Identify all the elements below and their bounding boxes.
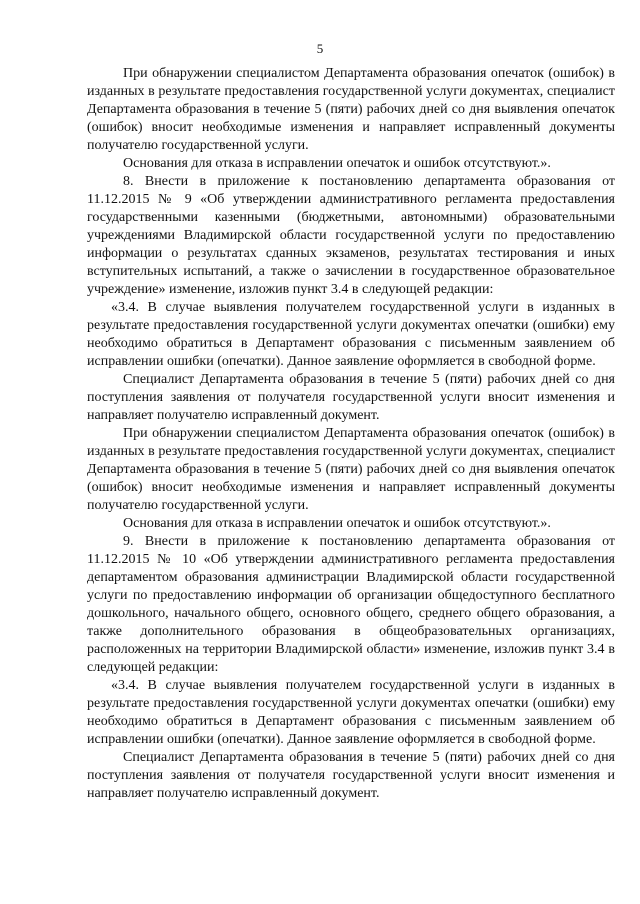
paragraph-typo-detection: При обнаружении специалистом Департамента образования опечаток (ошибок) в изданных в результате предоставления государственной услуги документах, специалист Департамента образования в течение 5 (пяти) рабочих дней со дня выявления опечаток (ошибок) вносит необходимые изменения и направляет исправленный документы получателю государственной услуги. xyxy=(87,426,615,513)
page-number: 5 xyxy=(316,41,324,56)
paragraph-typo-detection: При обнаружении специалистом Департамента образования опечаток (ошибок) в изданных в результате предоставления государственной услуги документах, специалист Департамента образования в течение 5 (пяти) рабочих дней со дня выявления опечаток (ошибок) вносит необходимые изменения и направляет исправленный документы получателю государственной услуги. xyxy=(87,66,615,153)
paragraph-no-refusal-grounds: Основания для отказа в исправлении опечаток и ошибок отсутствуют.». xyxy=(123,156,551,171)
paragraph-no-refusal-grounds: Основания для отказа в исправлении опечаток и ошибок отсутствуют.». xyxy=(123,516,551,531)
paragraph-clause-3-4: «3.4. В случае выявления получателем государственной услуги в изданных в результате предоставления государственной услуги документах опечатки (ошибки) ему необходимо обратиться в Департамент образования с письменным заявлением об исправлении ошибки (опечатки). Данное заявление оформляется в свободной форме. xyxy=(87,678,615,747)
paragraph-clause-3-4: «3.4. В случае выявления получателем государственной услуги в изданных в результате предоставления государственной услуги документах опечатки (ошибки) ему необходимо обратиться в Департамент образования с письменным заявлением об исправлении ошибки (опечатки). Данное заявление оформляется в свободной форме. xyxy=(87,300,615,369)
document-body xyxy=(87,65,615,803)
paragraph-specialist-deadline: Специалист Департамента образования в течение 5 (пяти) рабочих дней со дня поступления заявления от получателя государственной услуги вносит изменения и направляет получателю исправленный документ. xyxy=(87,750,615,801)
paragraph-specialist-deadline: Специалист Департамента образования в течение 5 (пяти) рабочих дней со дня поступления заявления от получателя государственной услуги вносит изменения и направляет получателю исправленный документ. xyxy=(87,372,615,423)
paragraph-item-9: 9. Внести в приложение к постановлению департамента образования от 11.12.2015 № 10 «Об утверждении административного регламента предоставления департаментом образования администрации Владимирской области государственной услуги по предоставлению информации об организации общедоступного бесплатного дошкольного, начального общего, основного общего, среднего общего образования, а также дополнительного образования в общеобразовательных организациях, расположенных на территории Владимирской области» изменение, изложив пункт 3.4 в следующей редакции: xyxy=(87,534,615,675)
paragraph-item-8: 8. Внести в приложение к постановлению департамента образования от 11.12.2015 № 9 «Об утверждении административного регламента предоставления государственными казенными (бюджетными, автономными) образовательными учреждениями Владимирской области государственной услуги по предоставлению информации о результатах сданных экзаменов, результатах тестирования и иных вступительных испытаний, а также о зачислении в государственное образовательное учреждение» изменение, изложив пункт 3.4 в следующей редакции: xyxy=(87,174,615,297)
